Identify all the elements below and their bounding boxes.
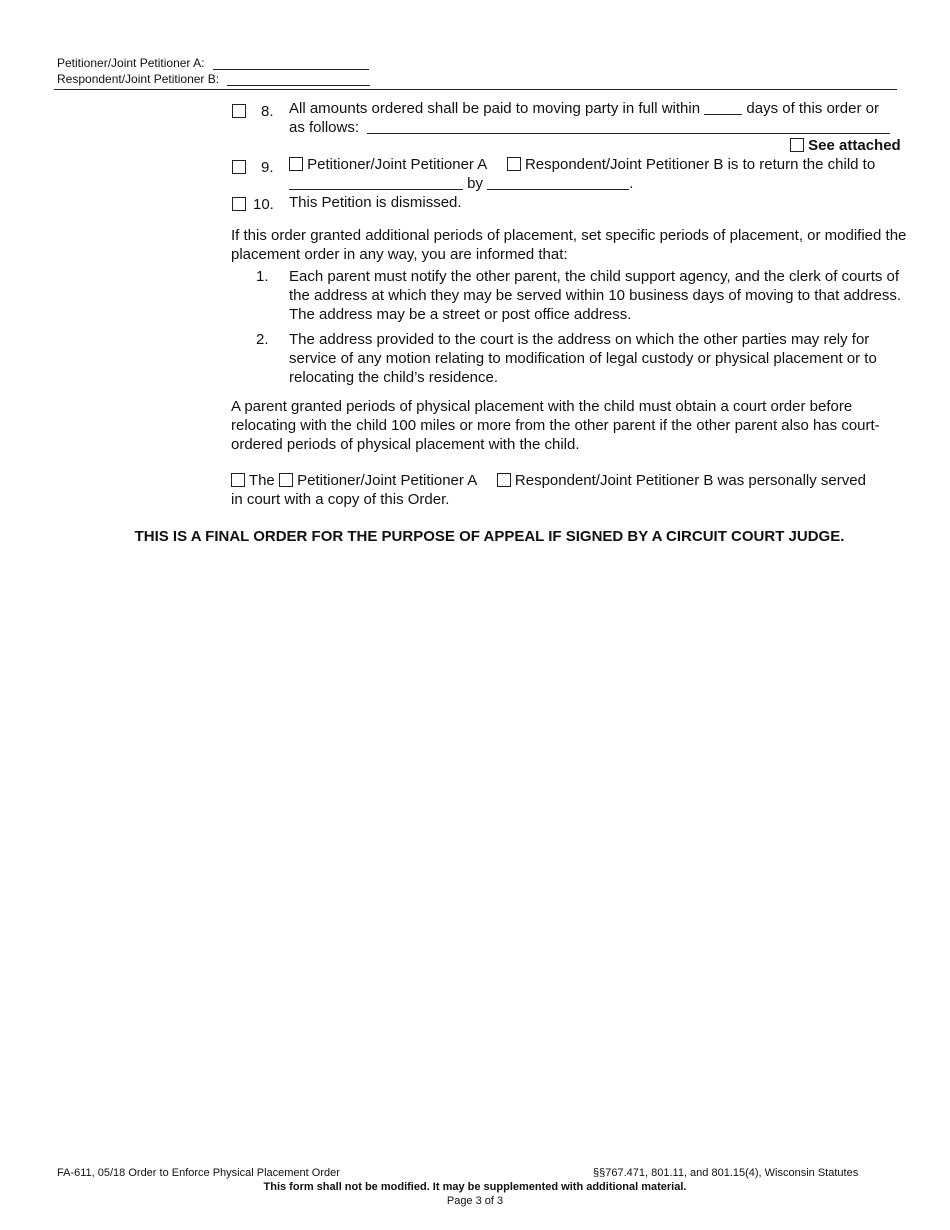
return-by-date-field[interactable] — [487, 175, 629, 190]
item8-number: 8. — [261, 103, 274, 120]
item9-petitioner-checkbox[interactable] — [289, 157, 303, 171]
served-respondent-checkbox[interactable] — [497, 473, 511, 487]
served-line2: in court with a copy of this Order. — [231, 491, 450, 508]
petitioner-label: Petitioner/Joint Petitioner A: — [57, 56, 205, 70]
notice-item-2-number: 2. — [256, 331, 269, 348]
header-divider — [54, 89, 897, 90]
notice-item-2-text: The address provided to the court is the address on which the other parties may rely for service of any motion relating to modification of legal custody or physical placement or to relocating the child’s residence. — [289, 331, 877, 386]
item9-line2: by . — [289, 174, 633, 193]
final-order-notice: THIS IS A FINAL ORDER FOR THE PURPOSE OF APPEAL IF SIGNED BY A CIRCUIT COURT JUDGE. — [134, 528, 845, 545]
served-petitioner-checkbox[interactable] — [279, 473, 293, 487]
item10-checkbox[interactable] — [232, 197, 246, 211]
notice-item-1-text: Each parent must notify the other parent, the child support agency, and the clerk of courts of the address at which they may be served within 10 business days of moving to that address. The address may be a street or post office address. — [289, 268, 901, 323]
petitioner-name-field[interactable] — [213, 56, 369, 70]
notice-item-1-number: 1. — [256, 268, 269, 285]
see-attached: See attached — [790, 136, 901, 155]
item9-line1: Petitioner/Joint Petitioner A Respondent/Joint Petitioner B is to return the child to — [289, 155, 875, 174]
item9-checkbox[interactable] — [232, 160, 246, 174]
item8-checkbox[interactable] — [232, 104, 246, 118]
footer-notice: This form shall not be modified. It may be supplemented with additional material. — [263, 1181, 687, 1193]
item8-line1: All amounts ordered shall be paid to moving party in full within days of this order or — [289, 100, 879, 117]
footer-statutes: §§767.471, 801.11, and 801.15(4), Wisconsin Statutes — [593, 1167, 859, 1179]
served-checkbox[interactable] — [231, 473, 245, 487]
item9-number: 9. — [261, 159, 274, 176]
item10-text: This Petition is dismissed. — [289, 194, 462, 211]
served-line1: The Petitioner/Joint Petitioner A Respondent/Joint Petitioner B was personally served — [231, 471, 866, 490]
page-number: Page 3 of 3 — [446, 1195, 504, 1207]
see-attached-checkbox[interactable] — [790, 138, 804, 152]
item10-number: 10. — [253, 196, 274, 213]
as-follows-field[interactable] — [367, 120, 890, 134]
respondent-name-field[interactable] — [227, 72, 370, 86]
footer-form-id: FA-611, 05/18 Order to Enforce Physical Placement Order — [57, 1167, 340, 1179]
item8-line2: as follows: — [289, 119, 360, 136]
notice-intro: If this order granted additional periods of placement, set specific periods of placement, or modified the placement order in any way, you are informed that: — [231, 227, 907, 263]
relocation-paragraph: A parent granted periods of physical placement with the child must obtain a court order before relocating with the child 100 miles or more from the other parent if the other parent also has court-ordered periods of physical placement with the child. — [231, 398, 880, 453]
days-field[interactable] — [704, 100, 742, 115]
item9-respondent-checkbox[interactable] — [507, 157, 521, 171]
return-to-field[interactable] — [289, 175, 463, 190]
respondent-label: Respondent/Joint Petitioner B: — [57, 72, 220, 86]
